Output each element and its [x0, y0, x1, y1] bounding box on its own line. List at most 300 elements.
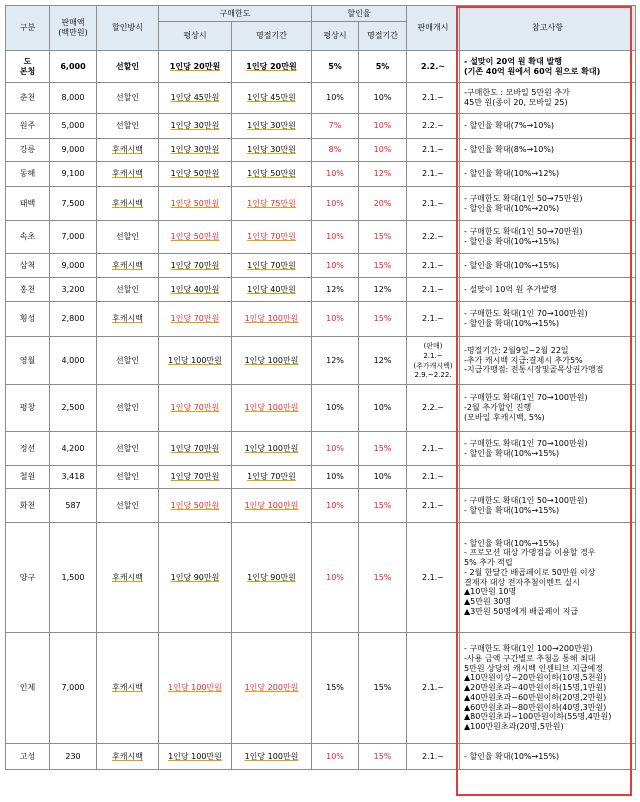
note-line: ▲40만원초과~60만원이하(20명,2만원) [464, 692, 607, 702]
cell-rate-normal-text: 10% [326, 93, 344, 103]
cell-sales-text: 8,000 [61, 93, 85, 103]
cell-sales [50, 523, 97, 633]
table-row [6, 489, 636, 523]
note-line: -사용 금액 구간별로 추첨을 통해 최대 [464, 653, 596, 663]
cell-limit-normal-text: 1인당 100만원 [168, 751, 222, 761]
cell-discount-type [97, 432, 159, 466]
cell-notes [460, 221, 636, 254]
note-line: ▲100만원초과(20명,5만원) [464, 722, 564, 732]
voucher-table [5, 5, 636, 770]
cell-notes [460, 489, 636, 523]
cell-discount-type [97, 51, 159, 83]
cell-start-text: 2.2.~ [422, 403, 444, 413]
cell-sales [50, 337, 97, 385]
cell-rate-normal [312, 337, 359, 385]
cell-limit-normal [159, 633, 232, 744]
cell-rate-holiday-text: 15% [373, 260, 392, 270]
cell-start-text: 2.1.~ [422, 145, 444, 155]
cell-region-text: 양구 [19, 572, 36, 582]
cell-rate-normal [312, 162, 359, 187]
cell-notes [460, 254, 636, 278]
cell-rate-holiday-text: 20% [373, 198, 392, 208]
table-row [6, 633, 636, 744]
cell-discount-type [97, 162, 159, 187]
table-row [6, 187, 636, 221]
cell-rate-normal-text: 12% [326, 284, 344, 294]
cell-start [407, 432, 460, 466]
cell-limit-holiday [232, 523, 312, 633]
cell-rate-normal-text: 8% [328, 145, 342, 155]
note-line: - 구매한도 확대(1인 50→70만원) [464, 227, 583, 237]
cell-limit-holiday [232, 633, 312, 744]
cell-start [407, 162, 460, 187]
cell-rate-holiday-text: 12% [373, 355, 392, 365]
cell-discount-type-text: 후캐시백 [112, 169, 143, 179]
cell-region-text: 강릉 [19, 145, 36, 155]
cell-rate-holiday-text: 10% [373, 93, 392, 103]
cell-rate-normal-text: 7% [328, 121, 342, 131]
cell-region [6, 254, 50, 278]
cell-rate-holiday [359, 83, 407, 114]
table-row [6, 162, 636, 187]
cell-region-text: 평창 [19, 403, 36, 413]
note-line: - 할인율 확대(10%→15%) [464, 538, 560, 548]
cell-rate-normal-text: 5% [328, 61, 342, 71]
cell-rate-holiday-text: 15% [373, 443, 392, 453]
cell-discount-type-text: 선할인 [115, 61, 140, 71]
cell-limit-holiday-text: 1인당 70만원 [247, 260, 296, 270]
cell-sales [50, 489, 97, 523]
cell-limit-holiday-text: 1인당 30만원 [247, 145, 296, 155]
note-line: - 2월 한달간 배곱페이로 50만원 이상 [464, 567, 596, 577]
header-region: 구분 [6, 6, 50, 51]
header-limit-holiday: 명절기간 [232, 22, 312, 51]
cell-rate-normal-text: 10% [326, 403, 344, 413]
cell-limit-holiday [232, 466, 312, 489]
note-line: - 할인율 확대(10%→15%) [464, 237, 560, 246]
cell-limit-holiday [232, 432, 312, 466]
cell-rate-holiday-text: 12% [373, 169, 392, 179]
cell-start-text: 2.1.~ [422, 443, 444, 453]
cell-region [6, 221, 50, 254]
cell-discount-type-text: 선할인 [115, 232, 140, 242]
cell-rate-normal-text: 10% [326, 169, 344, 179]
cell-region [6, 744, 50, 770]
cell-region [6, 83, 50, 114]
cell-rate-normal-text: 10% [326, 572, 344, 582]
header-notes: 참고사항 [460, 6, 636, 51]
cell-rate-holiday [359, 337, 407, 385]
cell-limit-normal-text: 1인당 50만원 [170, 169, 220, 179]
note-line: - 할인율 확대(10%→15%) [464, 260, 560, 270]
cell-limit-normal [159, 139, 232, 162]
cell-limit-normal [159, 466, 232, 489]
cell-sales-text: 5,000 [61, 121, 85, 131]
cell-rate-holiday-text: 15% [373, 751, 392, 761]
cell-discount-type [97, 139, 159, 162]
cell-limit-normal-text: 1인당 50만원 [170, 500, 220, 510]
cell-limit-normal [159, 744, 232, 770]
cell-rate-normal-text: 15% [326, 683, 344, 693]
cell-region [6, 51, 50, 83]
cell-rate-normal-text: 10% [326, 443, 344, 453]
cell-limit-holiday-text: 1인당 100만원 [244, 751, 299, 761]
cell-start-text: 2.2.~ [422, 232, 444, 242]
cell-limit-normal-text: 1인당 70만원 [170, 260, 220, 270]
cell-discount-type [97, 633, 159, 744]
cell-region-text: 원주 [19, 121, 36, 131]
cell-start-text: 2.1.~ [422, 314, 444, 324]
table-row [6, 432, 636, 466]
cell-region-text: 태백 [19, 198, 36, 208]
cell-sales [50, 466, 97, 489]
table-row [6, 51, 636, 83]
cell-limit-normal [159, 278, 232, 302]
cell-start [407, 466, 460, 489]
cell-rate-normal-text: 10% [326, 751, 344, 761]
cell-rate-holiday [359, 254, 407, 278]
cell-limit-normal-text: 1인당 30만원 [170, 121, 220, 131]
cell-notes [460, 51, 636, 83]
table-row [6, 385, 636, 432]
cell-region-text: 속초 [19, 232, 36, 242]
cell-notes [460, 633, 636, 744]
note-line: -명절기간: 2월9일~2월 22일 [464, 345, 569, 355]
cell-region [6, 337, 50, 385]
cell-rate-holiday [359, 221, 407, 254]
cell-region-text: 춘천 [19, 93, 36, 103]
cell-sales-text: 9,000 [61, 260, 85, 270]
cell-limit-holiday-text: 1인당 100만원 [244, 403, 299, 413]
cell-limit-normal [159, 51, 232, 83]
cell-rate-holiday [359, 523, 407, 633]
cell-rate-normal-text: 12% [326, 355, 344, 365]
cell-limit-normal-text: 1인당 45만원 [170, 93, 220, 103]
cell-region [6, 385, 50, 432]
cell-region [6, 139, 50, 162]
cell-limit-normal-text: 1인당 70만원 [170, 472, 220, 482]
note-line: - 구매한도 확대(1인 70→100만원) [464, 309, 588, 319]
cell-limit-holiday [232, 385, 312, 432]
cell-start [407, 278, 460, 302]
note-line: - 구매한도 확대(1인 50→100만원) [464, 495, 588, 505]
note-line: -추가 캐시백 지급:결제시 추가5% [464, 355, 583, 365]
note-line: - 설맞이 20억 원 확대 발행 [464, 56, 562, 66]
cell-discount-type-text: 선할인 [115, 121, 140, 131]
cell-rate-normal [312, 221, 359, 254]
cell-limit-holiday-text: 1인당 70만원 [247, 472, 296, 482]
table-row [6, 114, 636, 139]
cell-discount-type [97, 114, 159, 139]
cell-notes [460, 187, 636, 221]
cell-start [407, 489, 460, 523]
note-line: 45만 원(종이 20, 모바일 25) [464, 98, 568, 107]
cell-rate-holiday [359, 744, 407, 770]
note-line: - 프로모션 대상 가맹점을 이용할 경우 [464, 548, 596, 558]
cell-start [407, 337, 460, 385]
table-row [6, 744, 636, 770]
cell-limit-holiday-text: 1인당 100만원 [244, 443, 299, 453]
header-rate-normal: 평상시 [312, 22, 359, 51]
cell-rate-holiday-text: 15% [373, 314, 392, 324]
cell-start-text: 2.1.~ [422, 93, 444, 103]
table-body [6, 51, 636, 770]
cell-notes [460, 162, 636, 187]
cell-limit-normal [159, 254, 232, 278]
cell-limit-normal-text: 1인당 20만원 [169, 61, 221, 71]
cell-notes [460, 432, 636, 466]
cell-limit-normal-text: 1인당 100만원 [168, 355, 222, 365]
cell-start [407, 114, 460, 139]
cell-sales [50, 302, 97, 337]
table-row [6, 278, 636, 302]
cell-region [6, 466, 50, 489]
cell-limit-normal [159, 114, 232, 139]
cell-limit-normal-text: 1인당 40만원 [170, 284, 220, 294]
cell-rate-normal-text: 10% [326, 314, 344, 324]
cell-rate-holiday [359, 633, 407, 744]
note-line: 5만원 상당의 캐시백 인센티브 지급예정 [464, 663, 603, 673]
cell-sales-text: 2,500 [61, 403, 85, 413]
cell-discount-type-text: 후캐시백 [112, 572, 143, 582]
cell-rate-normal-text: 10% [326, 260, 344, 270]
cell-rate-holiday [359, 432, 407, 466]
note-line: - 할인율 확대(10%→15%) [464, 448, 560, 458]
cell-limit-holiday-text: 1인당 20만원 [246, 61, 297, 71]
cell-rate-holiday-text: 5% [375, 61, 390, 71]
cell-limit-normal [159, 221, 232, 254]
cell-region-text: 삼척 [19, 260, 36, 270]
cell-rate-normal [312, 51, 359, 83]
cell-discount-type-text: 후캐시백 [112, 145, 143, 155]
cell-region [6, 633, 50, 744]
cell-region [6, 278, 50, 302]
cell-limit-normal [159, 337, 232, 385]
cell-notes [460, 139, 636, 162]
cell-sales [50, 278, 97, 302]
cell-rate-normal-text: 10% [326, 198, 344, 208]
cell-rate-normal [312, 278, 359, 302]
cell-sales [50, 162, 97, 187]
note-line: ▲60만원초과~80만원이하(40명,3만원) [464, 702, 607, 712]
cell-discount-type [97, 337, 159, 385]
note-line: 5% 추가 적립 [464, 558, 513, 567]
cell-sales-text: 587 [65, 500, 81, 510]
note-line: ▲20만원초과~40만원이하(15명,1만원) [464, 683, 607, 693]
cell-rate-holiday [359, 466, 407, 489]
cell-notes [460, 744, 636, 770]
cell-rate-holiday [359, 278, 407, 302]
cell-start [407, 633, 460, 744]
cell-rate-holiday-text: 10% [373, 472, 392, 482]
cell-region-text: 횡성 [19, 314, 36, 324]
cell-limit-holiday [232, 221, 312, 254]
cell-discount-type-text: 선할인 [115, 93, 140, 103]
cell-discount-type-text: 선할인 [115, 403, 140, 413]
cell-limit-normal [159, 489, 232, 523]
cell-sales [50, 139, 97, 162]
cell-discount-type-text: 선할인 [115, 355, 140, 365]
cell-start [407, 139, 460, 162]
table-row [6, 302, 636, 337]
cell-limit-holiday [232, 162, 312, 187]
cell-limit-holiday-text: 1인당 100만원 [244, 314, 299, 324]
header-rate-holiday: 명절기간 [359, 22, 407, 51]
cell-discount-type [97, 221, 159, 254]
cell-region-text: 화천 [19, 500, 36, 510]
note-line: - 구매한도 확대(1인 70→100만원) [464, 438, 588, 448]
cell-sales [50, 51, 97, 83]
note-line: ▲5만원 30명 [464, 597, 512, 606]
cell-limit-normal-text: 1인당 70만원 [170, 314, 220, 324]
cell-limit-normal-text: 1인당 70만원 [170, 403, 220, 413]
cell-discount-type-text: 후캐시백 [112, 198, 143, 208]
cell-limit-holiday [232, 278, 312, 302]
cell-start [407, 744, 460, 770]
cell-notes [460, 385, 636, 432]
cell-sales-text: 7,500 [61, 198, 85, 208]
cell-limit-normal [159, 302, 232, 337]
cell-rate-holiday-text: 10% [373, 403, 392, 413]
cell-sales-text: 3,200 [61, 284, 85, 294]
cell-limit-holiday-text: 1인당 30만원 [247, 121, 296, 131]
cell-sales [50, 114, 97, 139]
cell-start [407, 523, 460, 633]
cell-rate-normal-text: 10% [326, 500, 344, 510]
table-row [6, 83, 636, 114]
cell-limit-holiday-text: 1인당 75만원 [247, 198, 296, 208]
cell-sales-text: 9,000 [61, 145, 85, 155]
note-line: -2월 추가할인 진행 [464, 403, 532, 413]
cell-start-text: 2.1.~ [422, 260, 444, 270]
cell-limit-holiday-text: 1인당 200만원 [244, 683, 299, 693]
cell-notes [460, 114, 636, 139]
cell-rate-holiday-text: 15% [373, 683, 392, 693]
cell-rate-normal-text: 10% [326, 472, 344, 482]
cell-limit-normal-text: 1인당 30만원 [170, 145, 220, 155]
cell-limit-holiday-text: 1인당 100만원 [244, 355, 299, 365]
cell-limit-holiday [232, 114, 312, 139]
cell-region [6, 114, 50, 139]
cell-limit-holiday [232, 51, 312, 83]
cell-region-text: 인제 [19, 683, 36, 693]
header-limit-group: 구매한도 [159, 6, 312, 22]
cell-region-text: 영월 [19, 355, 36, 365]
cell-region [6, 162, 50, 187]
cell-notes [460, 278, 636, 302]
note-line: - 할인율 확대(10%→15%) [464, 319, 560, 328]
cell-rate-normal [312, 744, 359, 770]
cell-limit-holiday [232, 302, 312, 337]
note-line: ▲10만원 10명 [464, 587, 517, 597]
note-line: - 할인율 확대(10%→15%) [464, 505, 560, 515]
cell-start [407, 385, 460, 432]
cell-rate-holiday-text: 10% [373, 145, 392, 155]
cell-rate-normal [312, 489, 359, 523]
cell-notes [460, 302, 636, 337]
note-line: (기존 40억 원에서 60억 원으로 확대) [464, 66, 601, 76]
table-row [6, 221, 636, 254]
cell-rate-holiday-text: 15% [373, 232, 392, 242]
cell-discount-type [97, 83, 159, 114]
cell-sales [50, 254, 97, 278]
cell-discount-type [97, 744, 159, 770]
cell-start-text: 2.1.~ [422, 169, 444, 179]
cell-discount-type-text: 후캐시백 [112, 683, 143, 693]
table-row [6, 337, 636, 385]
cell-rate-holiday-text: 15% [373, 500, 392, 510]
cell-region-text: 홍천 [19, 284, 36, 294]
header-sales: 판매액 (백만원) [50, 6, 97, 51]
cell-limit-holiday [232, 489, 312, 523]
cell-rate-holiday [359, 162, 407, 187]
cell-discount-type-text: 선할인 [115, 500, 140, 510]
cell-rate-normal [312, 302, 359, 337]
cell-discount-type-text: 선할인 [115, 284, 140, 294]
cell-rate-holiday [359, 51, 407, 83]
cell-limit-normal [159, 83, 232, 114]
cell-sales-text: 1,500 [61, 572, 85, 582]
cell-region-text: 동해 [19, 169, 36, 179]
cell-discount-type [97, 302, 159, 337]
note-line: - 할인율 확대(10%→15%) [464, 751, 560, 761]
cell-rate-holiday-text: 15% [373, 572, 392, 582]
table-row [6, 139, 636, 162]
cell-rate-normal [312, 466, 359, 489]
cell-limit-holiday-text: 1인당 100만원 [244, 500, 299, 510]
cell-region [6, 302, 50, 337]
cell-rate-holiday [359, 139, 407, 162]
cell-limit-holiday [232, 83, 312, 114]
cell-rate-holiday [359, 385, 407, 432]
cell-start [407, 83, 460, 114]
cell-limit-holiday-text: 1인당 45만원 [247, 93, 296, 103]
cell-start-text: 2.2.~ [421, 61, 445, 71]
cell-rate-holiday-text: 12% [373, 284, 392, 294]
table-row [6, 254, 636, 278]
note-line: - 할인율 확대(7%→10%) [464, 121, 555, 131]
note-line: -지급가맹점: 전통시장및골목상권가맹점 [464, 365, 604, 375]
cell-rate-holiday-text: 10% [373, 121, 392, 131]
cell-limit-holiday [232, 254, 312, 278]
cell-region [6, 489, 50, 523]
cell-notes [460, 83, 636, 114]
cell-discount-type [97, 385, 159, 432]
table-row [6, 523, 636, 633]
cell-rate-normal [312, 114, 359, 139]
cell-sales-text: 7,000 [61, 232, 85, 242]
note-line: - 구매한도 확대(1인 100→200만원) [464, 644, 593, 654]
cell-rate-normal [312, 432, 359, 466]
cell-start [407, 254, 460, 278]
cell-limit-normal-text: 1인당 90만원 [170, 572, 220, 582]
cell-discount-type-text: 후캐시백 [112, 751, 143, 761]
cell-start-text: 2.1.~ [422, 683, 444, 693]
cell-sales [50, 385, 97, 432]
cell-limit-normal [159, 187, 232, 221]
cell-region-text: 정선 [19, 443, 36, 453]
cell-rate-normal [312, 187, 359, 221]
cell-sales-text: 7,000 [61, 683, 85, 693]
cell-start-text: 2.1.~ [422, 572, 444, 582]
cell-discount-type-text: 선할인 [115, 443, 140, 453]
cell-rate-holiday [359, 187, 407, 221]
cell-discount-type [97, 489, 159, 523]
cell-rate-normal [312, 139, 359, 162]
cell-region-text: 철원 [19, 472, 36, 482]
table-row [6, 466, 636, 489]
cell-discount-type [97, 466, 159, 489]
